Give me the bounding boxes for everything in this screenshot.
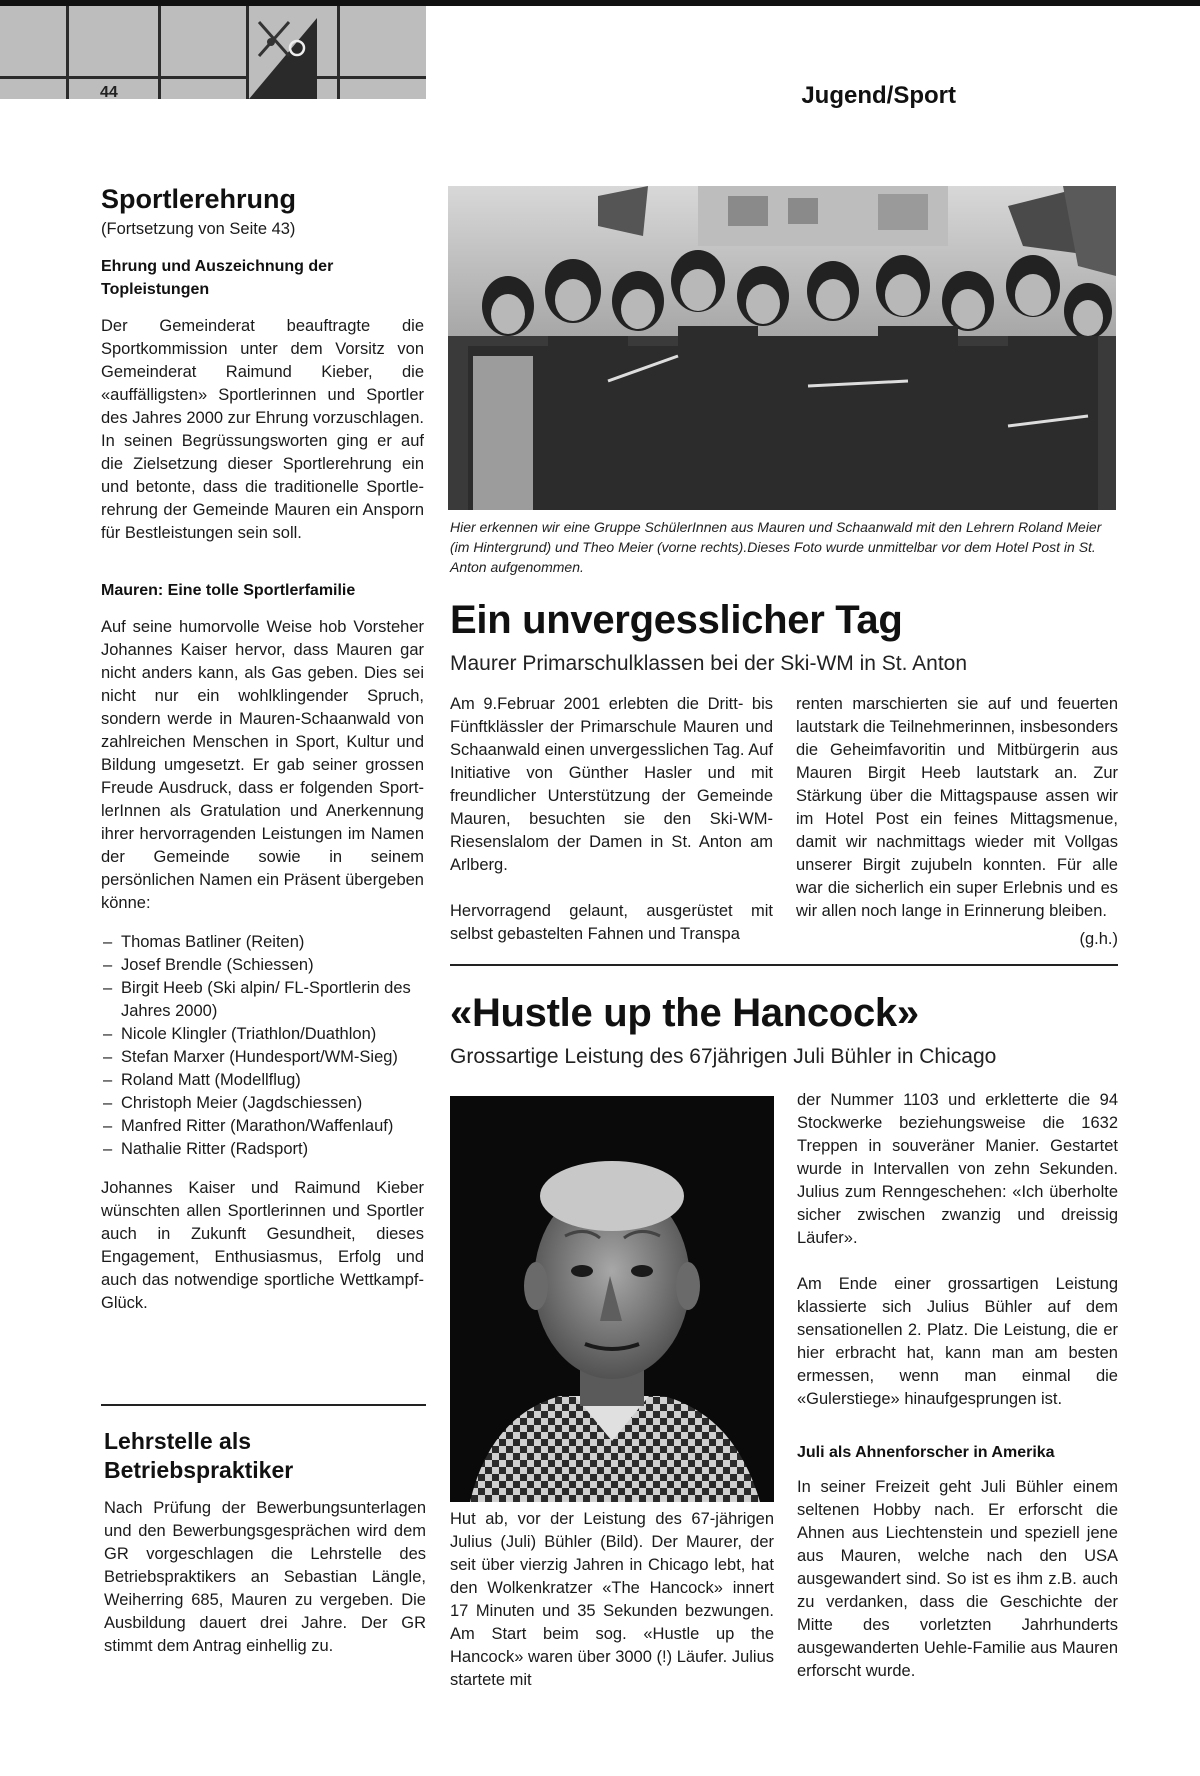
list-item: – Birgit Heeb (Ski alpin/ FL-Sportlerin des Jahres 2000) — [101, 977, 424, 1023]
list-item: – Christoph Meier (Jagdschiessen) — [101, 1092, 424, 1115]
subheading: Mauren: Eine tolle Sportlerfamilie — [101, 582, 356, 599]
section-title: Jugend/Sport — [801, 82, 956, 109]
author-signature: (g.h.) — [1079, 930, 1118, 948]
list-item: – Josef Brendle (Schiessen) — [101, 954, 424, 977]
article-title: Sportlerehrung — [101, 184, 297, 214]
list-item: – Manfred Ritter (Marathon/Waffenlauf) — [101, 1115, 424, 1138]
paragraph: Hut ab, vor der Leistung des 67-jährigen Julius (Juli) Bühler (Bild). Der Maurer, der seit über vierzig Jahren in Chicago lebt, hat den Wolkenkratzer «The Hancock» innert 17 Minuten und 35 Sekunden bezwungen. Am Start beim sog. «Hustle up the Hancock» waren über 3000 (!) Läufer. Julius startete mit — [450, 1510, 774, 1689]
article-headline: «Hustle up the Hancock» — [450, 991, 919, 1035]
hancock-col-2 — [797, 1089, 1118, 1683]
subheading: Juli als Ahnenforscher in Amerika — [797, 1444, 1055, 1461]
article-deck: Grossartige Leistung des 67jährigen Juli Bühler in Chicago — [450, 1045, 997, 1068]
header-divider — [0, 76, 426, 79]
header-divider — [158, 6, 161, 99]
list-item: – Roland Matt (Modellflug) — [101, 1069, 424, 1092]
photo-caption: Hier erkennen wir eine Gruppe SchülerInnen aus Mauren und Schaanwald mit den Lehrern Roland Meier (im Hintergrund) und Theo Meier (vorne rechts).Dieses Foto wurde unmittelbar vor dem Hotel Post in St. Anton aufgenommen. — [450, 519, 1102, 575]
skiwm-col-2 — [796, 693, 1118, 923]
article-title: Lehrstelle als Betriebspraktiker — [104, 1428, 294, 1483]
list-item: – Stefan Marxer (Hundesport/WM-Sieg) — [101, 1046, 424, 1069]
paragraph: Nach Prüfung der Bewerbungsunterlagen und den Bewerbungsgesprächen wird dem GR vorgeschlagen die Lehrstelle des Betriebspraktikers an Sebastian Längle, Weiherring 685, Mauren zu vergeben. Die Ausbildung dauert drei Jahre. Der GR stimmt dem Antrag einhellig zu. — [104, 1499, 426, 1655]
paragraph: Auf seine humorvolle Weise hob Vorsteher Johannes Kaiser hervor, dass Mauren gar nicht anders kann, als Gas geben. Dies sei nicht nur ein wohlklingender Spruch, sondern werde in Mauren-Schaanwald von zahlreichen Menschen in Sport, Kultur und Bildung umgesetzt. Er gab seiner grossen Freude Ausdruck, dass er folgenden SportlerInnen als Gratulation und Anerkennung ihrer hervorragenden Leistungen im Namen der Gemeinde sowie in seinem persönlichen Namen ein Präsent übergeben könne: — [101, 618, 424, 912]
article-rule — [450, 964, 1118, 966]
sportlerehrung-article — [101, 182, 424, 1315]
paragraph: Hervorragend gelaunt, ausgerüstet mit selbst gebastelten Fahnen und Transpa — [450, 902, 773, 943]
paragraph: Johannes Kaiser und Raimund Kieber wünschten allen Sportlerinnen und Sportler auch in Zukunft Gesundheit, dieses Engagement, Enthusiasmus, Erfolg und auch das notwendige sportliche Wettkampf-Glück. — [101, 1179, 424, 1312]
header-divider — [66, 6, 69, 99]
article-deck: Maurer Primarschulklassen bei der Ski-WM in St. Anton — [450, 652, 968, 675]
column-rule — [101, 1404, 426, 1406]
sport-emblem-icon — [249, 6, 317, 99]
header-band — [0, 6, 426, 99]
hancock-col-1 — [450, 1508, 774, 1692]
skiwm-col-1 — [450, 693, 773, 946]
article-headline: Ein unvergesslicher Tag — [450, 598, 903, 642]
school-group-photo — [448, 186, 1116, 510]
portrait-photo — [450, 1096, 774, 1502]
lehrstelle-article — [104, 1427, 426, 1658]
paragraph: Der Gemeinderat beauftragte die Sportkommission unter dem Vorsitz von Gemeinderat Raimund Kieber, die «auffälligsten» Sportlerinnen und Sportler des Jahres 2000 zur Ehrung vorzuschlagen. In seinen Begrüssungsworten ging er auf die Zielsetzung dieser Sportlerehrung ein und betonte, dass die traditionelle Sportlerehrung der Gemeinde Mauren ein Ansporn für Bestleistungen sein soll. — [101, 317, 424, 542]
paragraph: renten marschierten sie auf und feuerten lautstark die Teilnehmerinnen, insbesonders die Geheimfavoritin und Mitbürgerin aus Mauren Birgit Heeb lautstark an. Zur Stärkung über die Mittagspause assen wir im Hotel Post ein feines Mittagsmenue, damit wir nachmittags wieder mit Vollgas unserer Birgit zujubeln konnten. Für alle war die sicherlich ein super Erlebnis und es wir allen noch lange in Erinnerung bleiben. — [796, 695, 1118, 920]
list-item: – Nicole Klingler (Triathlon/Duathlon) — [101, 1023, 424, 1046]
paragraph: Am 9.Februar 2001 erlebten die Dritt- bis Fünftklässler der Primarschule Mauren und Schaanwald einen unvergesslichen Tag. Auf Initiative von Günther Hasler und mit freundlicher Unterstützung der Gemeinde Mauren, besuchten sie den Ski-WM-Riesenslalom der Damen in St. Anton am Arlberg. — [450, 695, 773, 874]
list-item: – Thomas Batliner (Reiten) — [101, 931, 424, 954]
paragraph: Am Ende einer grossartigen Leistung klassierte sich Julius Bühler auf dem sensationellen 2. Platz. Die Leistung, die er hier erbracht hat, kann man am besten ermessen, wenn man einmal die «Gulerstiege» hinaufgesprungen ist. — [797, 1275, 1118, 1408]
paragraph: In seiner Freizeit geht Juli Bühler einem seltenen Hobby nach. Er erforscht die Ahnen aus Liechtenstein und speziell jene aus Mauren, welche nach den USA ausgewandert sind. So ist es ihm z.B. auch zu verdanken, dass die Geschichte der Mitte des vorletzten Jahrhunderts ausgewanderten Uehle-Familie aus Mauren erforscht wurde. — [797, 1478, 1118, 1680]
list-item: – Nathalie Ritter (Radsport) — [101, 1138, 424, 1161]
honoree-list — [101, 931, 424, 1161]
skiwm-header — [450, 597, 1118, 677]
header-divider — [337, 6, 340, 99]
page-number: 44 — [100, 84, 118, 99]
paragraph: der Nummer 1103 und erkletterte die 94 Stockwerke beziehungsweise die 1632 Treppen in souveräner Manier. Gestartet wurde in Intervallen von zehn Sekunden. Julius zum Renngeschehen: «Ich überholte sicher zwischen zwanzig und dreissig Läufer». — [797, 1091, 1118, 1247]
subheading: Ehrung und Auszeichnung der Topleistungen — [101, 258, 334, 298]
photo-caption-block — [450, 517, 1118, 577]
continuation-note: (Fortsetzung von Seite 43) — [101, 220, 296, 238]
hancock-header — [450, 990, 1118, 1070]
